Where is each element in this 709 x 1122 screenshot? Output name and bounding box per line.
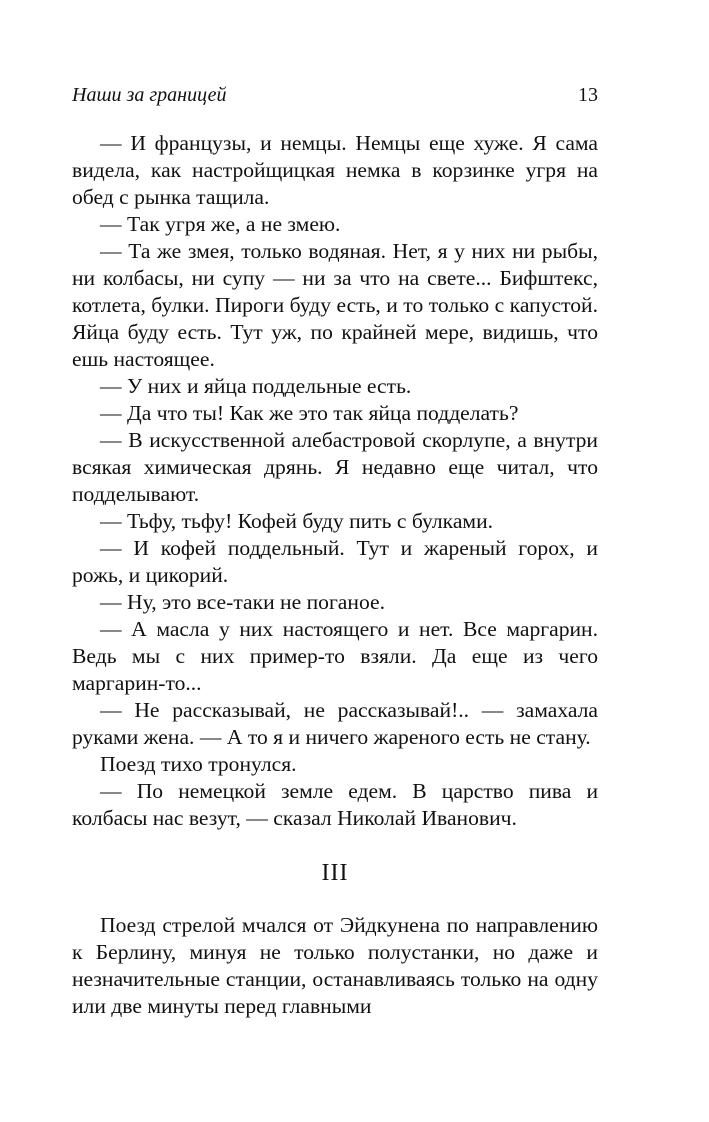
page-header xyxy=(72,84,598,112)
narrative-paragraph: Поезд тихо тронулся. xyxy=(100,752,297,776)
dialogue-paragraph: — В искусственной алебастровой скорлупе, а внутри всякая химическая дрянь. Я недавно еще читал, что подделывают. xyxy=(72,428,598,506)
dialogue-paragraph: — У них и яйца поддельные есть. xyxy=(100,374,412,398)
dialogue-paragraph: — А масла у них настоящего и нет. Все маргарин. Ведь мы с них пример-то взяли. Да еще из чего маргарин-то... xyxy=(72,617,598,695)
dialogue-paragraph: — По немецкой земле едем. В царство пива и колбасы нас везут, — сказал Николай Иванович. xyxy=(72,779,598,830)
page-number: 13 xyxy=(578,84,598,106)
dialogue-paragraph: — Та же змея, только водяная. Нет, я у них ни рыбы, ни колбасы, ни супу — ни за что на свете... Бифштекс, котлета, булки. Пироги буду есть, и то только с капустой. Яйца буду есть. Тут уж, по крайней мере, видишь, что ешь настоящее. xyxy=(72,239,598,371)
chapter-heading: III xyxy=(321,860,349,886)
dialogue-paragraph: — Да что ты! Как же это так яйца подделать? xyxy=(100,401,519,425)
dialogue-paragraph: — И кофей поддельный. Тут и жареный горох, и рожь, и цикорий. xyxy=(72,536,598,587)
dialogue-paragraph: — Тьфу, тьфу! Кофей буду пить с булками. xyxy=(100,509,494,533)
dialogue-paragraph: — И французы, и немцы. Немцы еще хуже. Я сама видела, как настройщицкая немка в корзинке угря на обед с рынка тащила. xyxy=(72,131,598,209)
dialogue-paragraph: — Так угря же, а не змею. xyxy=(100,212,341,236)
dialogue-paragraph: — Ну, это все-таки не поганое. xyxy=(100,590,385,614)
page-body xyxy=(72,130,598,1020)
narrative-paragraph: Поезд стрелой мчался от Эйдкунена по направлению к Берлину, минуя не только полустанки, но даже и незначительные станции, останавливаясь только на одну или две минуты перед главными xyxy=(72,913,598,1018)
dialogue-paragraph: — Не рассказывай, не рассказывай!.. — замахала руками жена. — А то я и ничего жареного есть не стану. xyxy=(72,698,598,749)
running-title: Наши за границей xyxy=(72,84,227,106)
